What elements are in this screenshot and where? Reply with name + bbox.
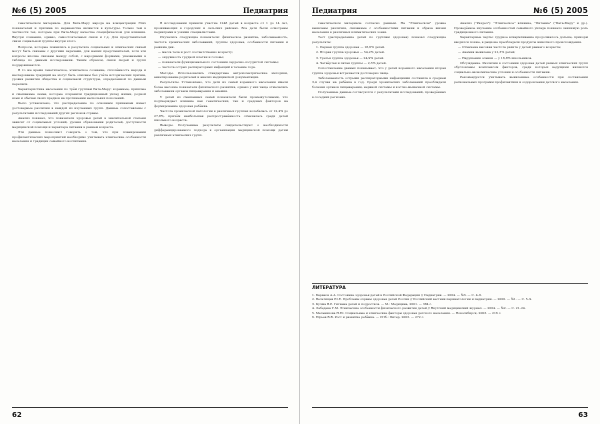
- issue-number: №6 (5) 2005: [12, 6, 67, 15]
- references-section: [312, 283, 588, 401]
- paragraph: Обсуждение. Различия в состоянии здоровья детей разных этнических групп обусловлены комплексом факторов, среди которых ведущими являются социально-экономические условия и особенности питания.: [454, 60, 588, 74]
- right-column-2: [454, 21, 588, 279]
- paragraph: Анализ показал, что показатели здоровья детей в значительной степени зависят от социальных условий, уровня образования родителей, доступности медицинской помощи и характера питания в раннем возрасте.: [12, 115, 146, 130]
- page-number: 63: [578, 410, 588, 419]
- paragraph: Было установлено, что распределение по основным признакам имеет достоверные различия в каждой из изученных групп. Данные сопоставлены с результатами исследований других регионов страны.: [12, 101, 146, 115]
- section-title: Педиатрия: [242, 6, 288, 15]
- right-column-1: [312, 21, 446, 279]
- list-item: 3. Третья группа здоровья — 24,9% детей.: [316, 55, 385, 60]
- paragraph: У детей из смешанных семей показатели были промежуточными, что подтверждает влияние как генетических, так и средовых факторов на формирование здоровья ребёнка.: [154, 94, 288, 108]
- reference-item: 3. Кучма В.Р. Гигиена детей и подростков. — М.: Медицина, 2001. — 384 с.: [312, 301, 433, 306]
- reference-item: 5. Мельникова Н.Ю. Социальные и этнические факторы здоровья детского населения. — Новосибирск, 2003. — 216 с.: [312, 310, 502, 315]
- reference-item: 6. Юрьев В.В. Рост и развитие ребёнка. — СПб.: Питер, 2003. — 272 с.: [312, 315, 425, 320]
- list-item: — Анемия выявлена у 21,3% детей;: [458, 50, 516, 55]
- left-page-header: [12, 4, 288, 16]
- list-item: — Отмечена высокая частота рахита у детей раннего возраста;: [458, 45, 561, 50]
- section-title: Педиатрия: [312, 6, 358, 15]
- paragraph: генетическом материале согласно данным. На "Этническом" уровне выявлены различия, связанные с особенностями питания и образа жизни населения в различных климатических зонах.: [312, 21, 446, 35]
- page-number: 62: [12, 410, 22, 419]
- left-column-1: [12, 21, 146, 401]
- paragraph: В то же время генетическое, этническое сознание, сплочённость народа и наследование традиций не могут быть описаны без учёта исторических причин, уровня развития общества и социальной структуры, определённой по данным переписи.: [12, 68, 146, 86]
- paragraph: Характерные черты: грудное вскармливание продолжалось дольше, прикорм вводился позже, в рационе преобладали продукты животного происхождения.: [454, 35, 588, 44]
- paragraph: Заболеваемость острыми респираторными инфекциями составила в среднем 3,4 случая на ребёнка в год. Среди хронических заболеваний преобладали болезни органов пищеварения, нервной системы и костно-мышечной системы.: [312, 75, 446, 89]
- paragraph: Рекомендуется учитывать выявленные особенности при составлении региональных программ профилактики и оздоровления детского населения.: [454, 75, 588, 84]
- paragraph: Сопоставление данных показывает, что у детей коренного населения вторая группа здоровья встречается достоверно чаще.: [312, 65, 446, 75]
- paragraph: Характеристика населения по трём группам Бата-Меру: коренные, пришлые и смешанные семьи, которые сохранили традиционный уклад жизни, родной язык и обычаи своих предков на протяжении нескольких поколений.: [12, 87, 146, 101]
- paragraph: Методы. Использовались стандартные антропометрические методики, анкетирование родителей и анализ медицинской документации.: [154, 70, 288, 80]
- references-list: [312, 293, 588, 319]
- list-item: 2. Вторая группа здоровья — 54,2% детей.: [316, 50, 385, 55]
- list-item: 1. Первая группа здоровья — 18,6% детей.: [316, 45, 386, 50]
- paragraph: Выводы. Полученные результаты свидетельствуют о необходимости дифференцированного подхода к организации медицинской помощи детям различных этнических групп.: [154, 123, 288, 137]
- right-page-header: [312, 4, 588, 16]
- paragraph: Результаты. Установлено, что дети из семей коренного населения имели более высокие показатели физического развития, однако у них чаще отмечались заболевания органов пищеварения и анемия.: [154, 80, 288, 94]
- paragraph: В исследовании приняли участие 1248 детей в возрасте от 1 до 14 лет, проживающих в городских и сельских районах. Все дети были осмотрены педиатрами и узкими специалистами.: [154, 21, 288, 35]
- list-item: — масса тела и рост соответственно возрасту;: [158, 49, 233, 54]
- list-item: — частота острых респираторных инфекций в течение года.: [158, 65, 256, 70]
- paragraph: Эти данные позволяют говорить о том, что при планировании профилактических мероприятий необходимо учитывать этнические особенности населения и традиции семейного воспитания.: [12, 130, 146, 144]
- list-item: — Нарушения осанки — у 16,8% школьников.: [458, 55, 533, 60]
- right-page-footer: [312, 407, 588, 421]
- right-page: [300, 0, 600, 424]
- list-item: 4. Четвёртая и пятая группы — 2,3% детей.: [316, 60, 387, 65]
- list-item: — окружность грудной клетки и головы;: [158, 54, 224, 59]
- paragraph: генетическом материале. Для Бата-Меру народа на концентрации Этих показателей и причина по неравенства являются в культуры. Только тем в частности тех, которые при Бата-Меру качестве специфическом для влияния. Внутри сознания, однако, самостоятельных связи и т.д. Для представителей связи социальной группы внутри этого.: [12, 21, 146, 44]
- left-column-2: [154, 21, 288, 401]
- reference-item: 1. Баранов А.А. Состояние здоровья детей в Российской Федерации // Педиатрия. — 2004. — №3. — С. 4–6.: [312, 293, 482, 297]
- right-page-columns: [312, 21, 588, 279]
- reference-item: 2. Вельтищев Ю.Е. Проблемы охраны здоровья детей России // Российский вестник перинатологии и педиатрии. — 2000. — №1. — С. 5–9.: [312, 297, 533, 302]
- paragraph: Вопросы, которые появились в результате социальных и этнических связей могут быть связаны с другими задачами, для наших представителей, хотя эти вопросы вполне связаны между собой, с народными формами, указанными в таблице по данным исследования. Таким образом, связи людей и групп поддерживаются.: [12, 44, 146, 67]
- paragraph: Анализ ("Раздел"): "Этническое" влияние, "Питание" ("Бата-Меру" и др.). Проведённое изучение особенностей семейного уклада показало значимую роль традиционного питания.: [454, 21, 588, 35]
- paragraph: Частота хронической патологии в различных группах колебалась от 12,4% до 27,8%, причём наибольшая распространённость отмечалась среди детей школьного возраста.: [154, 109, 288, 123]
- paragraph: Полученные данные согласуются с результатами исследований, проведённых в соседних регионах.: [312, 90, 446, 99]
- references-title: ЛИТЕРАТУРА: [312, 283, 588, 291]
- issue-number: №6 (5) 2005: [533, 6, 588, 15]
- list-item: — показатели функционального состояния сердечно-сосудистой системы;: [158, 60, 279, 65]
- paragraph: Тест (распределение детей по группам здоровья) показал следующие результаты:: [312, 35, 446, 44]
- paragraph: Изучались следующие показатели: физическое развитие, заболеваемость, частота хронических заболеваний, группы здоровья, особенности питания и режима дня.: [154, 35, 288, 49]
- left-page-columns: [12, 21, 288, 401]
- left-page-footer: [12, 407, 288, 421]
- reference-item: 4. Лебедева У.М. Этнические особенности физического развития детей // Якутский медицинский журнал. — 2004. — №2. — С. 21–24.: [312, 306, 526, 311]
